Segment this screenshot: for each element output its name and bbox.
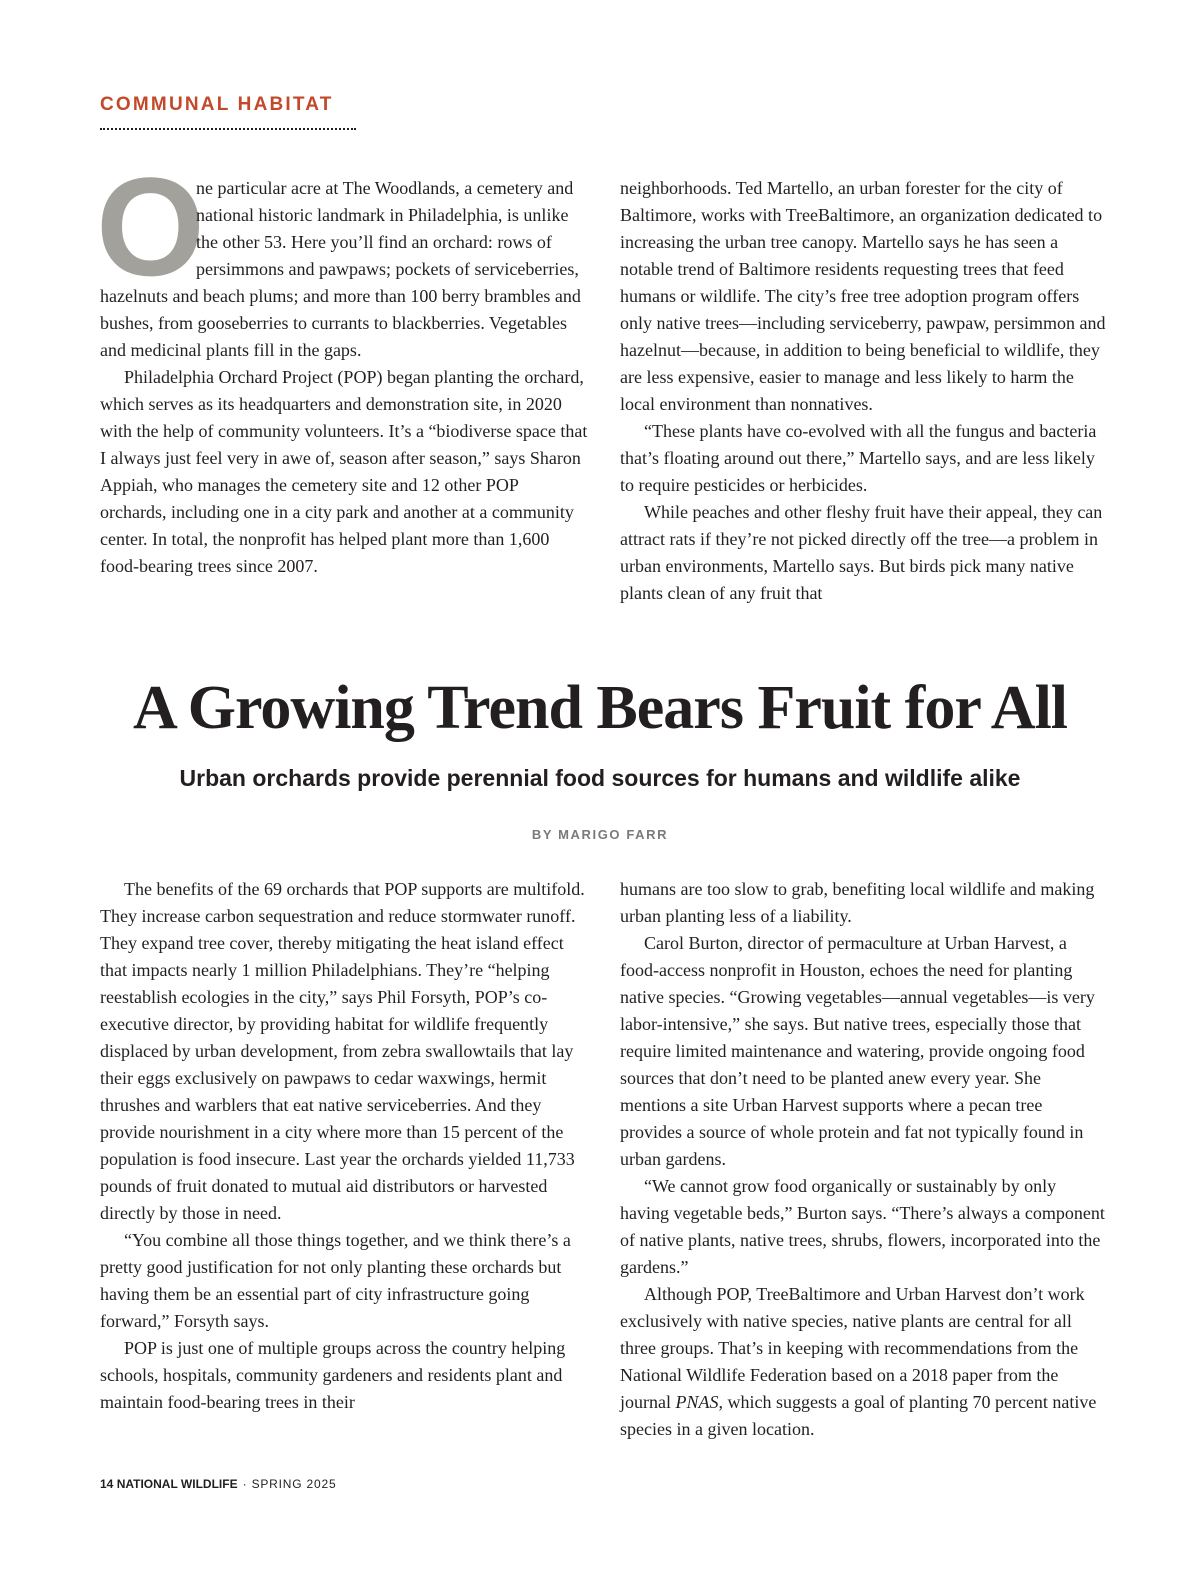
opening-paragraph xyxy=(96,148,588,364)
journal-name: PNAS xyxy=(675,1392,719,1412)
magazine-name: NATIONAL WILDLIFE xyxy=(116,1477,238,1491)
issue-date: SPRING 2025 xyxy=(251,1477,337,1491)
drop-cap: O xyxy=(96,148,205,305)
paragraph-text: Although POP, TreeBaltimore and Urban Harvest don’t work exclusively with native species, native plants are central for all three groups. That’s in keeping with recommendations from the National Wildlife Federation based on a 2018 paper from the journal xyxy=(620,1284,1085,1412)
paragraph: POP is just one of multiple groups across the country helping schools, hospitals, community gardeners and residents plant and maintain food-bearing trees in their xyxy=(100,1338,566,1412)
paragraph: Philadelphia Orchard Project (POP) began planting the orchard, which serves as its headquarters and demonstration site, in 2020 with the help of community volunteers. It’s a “biodiverse space that I always just feel very in awe of, season after season,” says Sharon Appiah, who manages the cemetery site and 12 other POP orchards, including one in a city park and another at a community center. In total, the nonprofit has helped plant more than 1,600 food-bearing trees since 2007. xyxy=(100,367,588,576)
section-label: COMMUNAL HABITAT xyxy=(100,94,334,115)
top-left-column xyxy=(96,148,588,580)
paragraph: Carol Burton, director of permaculture at Urban Harvest, a food-access nonprofit in Houston, echoes the need for planting native species. “Growing vegetables—annual vegetables—is very labor-intensive,” she says. But native trees, especially those that require limited maintenance and watering, provide ongoing food sources that don’t need to be planted anew every year. She mentions a site Urban Harvest supports where a pecan tree provides a source of whole protein and fat not typically found in urban gardens. xyxy=(620,933,1095,1169)
paragraph xyxy=(620,1281,1108,1443)
paragraph: “You combine all those things together, and we think there’s a pretty good justification for not only planting these orchards but having them be an essential part of city infrastructure going forward,” Forsyth says. xyxy=(100,1230,571,1331)
paragraph: neighborhoods. Ted Martello, an urban forester for the city of Baltimore, works with TreeBaltimore, an organization dedicated to increasing the urban tree canopy. Martello says he has seen a notable trend of Baltimore residents requesting trees that feed humans or wildlife. The city’s free tree adoption program offers only native trees—including serviceberry, pawpaw, persimmon and hazelnut—because, in addition to being beneficial to wildlife, they are less expensive, easier to manage and less likely to harm the local environment than nonnatives. xyxy=(620,178,1106,414)
page-footer xyxy=(100,1477,336,1491)
paragraph: “We cannot grow food organically or sustainably by only having vegetable beds,” Burton says. “There’s always a component of native plants, native trees, shrubs, flowers, incorporated into the gardens.” xyxy=(620,1176,1105,1277)
bottom-right-column xyxy=(620,876,1108,1443)
paragraph: “These plants have co-evolved with all the fungus and bacteria that’s floating around out there,” Martello says, and are less likely to require pesticides or herbicides. xyxy=(620,421,1097,495)
byline: BY MARIGO FARR xyxy=(531,827,669,842)
bottom-left-column xyxy=(100,876,588,1416)
paragraph: While peaches and other fleshy fruit have their appeal, they can attract rats if they’re not picked directly off the tree—a problem in urban environments, Martello says. But birds pick many native plants clean of any fruit that xyxy=(620,502,1103,603)
paragraph: The benefits of the 69 orchards that POP supports are multifold. They increase carbon sequestration and reduce stormwater runoff. They expand tree cover, thereby mitigating the heat island effect that impacts nearly 1 million Philadelphians. They’re “helping reestablish ecologies in the city,” says Phil Forsyth, POP’s co-executive director, by providing habitat for wildlife frequently displaced by urban development, from zebra swallowtails that lay their eggs exclusively on pawpaws to cedar waxwings, hermit thrushes and warblers that eat native serviceberries. And they provide nourishment in a city where more than 15 percent of the population is food insecure. Last year the orchards yielded 11,733 pounds of fruit donated to mutual aid distributors or harvested directly by those in need. xyxy=(100,879,585,1223)
footer-separator: · xyxy=(242,1477,247,1491)
section-divider xyxy=(100,128,356,130)
page-number: 14 xyxy=(100,1477,114,1491)
paragraph: humans are too slow to grab, benefiting local wildlife and making urban planting less of a liability. xyxy=(620,879,1095,926)
top-right-column xyxy=(620,175,1108,607)
paragraph-text: , which suggests a goal of planting 70 percent native species in a given location. xyxy=(620,1392,1097,1439)
article-headline: A Growing Trend Bears Fruit for All xyxy=(132,674,1068,742)
opening-paragraph-text: ne particular acre at The Woodlands, a cemetery and national historic landmark in Philadelphia, is unlike the other 53. Here you’ll find an orchard: rows of persimmons and pawpaws; pockets of serviceberries, hazelnuts and beach plums; and more than 100 berry brambles and bushes, from gooseberries to currants to blackberries. Vegetables and medicinal plants fill in the gaps. xyxy=(100,178,581,360)
article-deck: Urban orchards provide perennial food sources for humans and wildlife alike xyxy=(179,765,1021,791)
